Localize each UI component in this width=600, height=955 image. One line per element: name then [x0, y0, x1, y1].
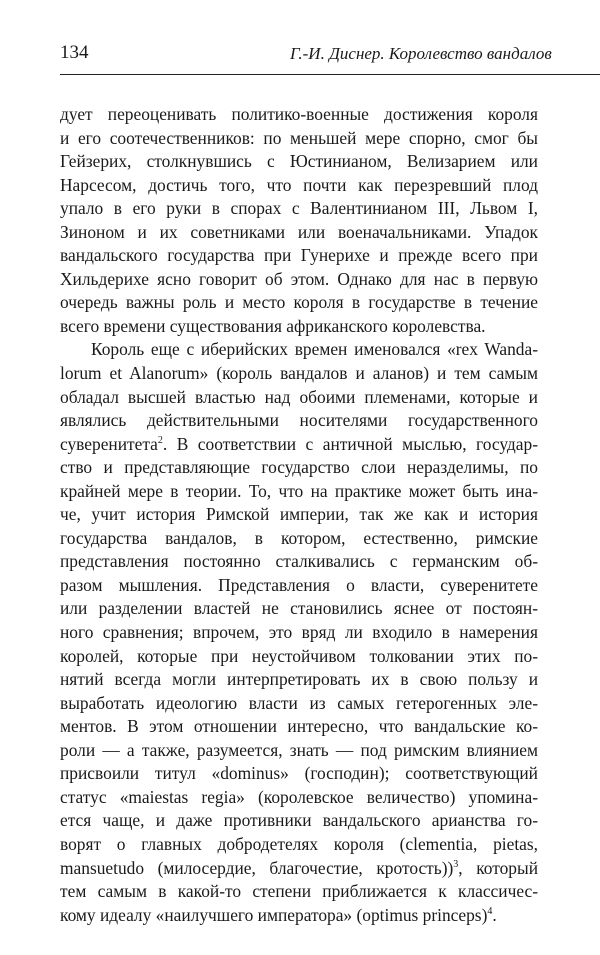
text-line: ментов. В этом отношении интересно, что вандальские ко-	[60, 716, 538, 737]
text-line: обладал высшей властью над обоими племенами, которые и	[60, 386, 538, 407]
footnote-ref[interactable]: 3	[453, 858, 459, 870]
text-line: разом мышления. Представления о власти, суверенитете	[60, 574, 538, 595]
text-line: дует переоценивать политико-военные достижения короля	[60, 104, 538, 124]
text-line: королей, которые при неустойчивом толковании этих по-	[60, 645, 538, 666]
text-line: ного сравнения; впрочем, это вряд ли входило в намерения	[60, 622, 538, 643]
text-line: тем самым в какой-то степени приближается к классичес-	[60, 881, 538, 902]
text-line: Гейзерих, столкнувшись с Юстинианом, Велизарием или	[60, 151, 538, 172]
text-line: представления постоянно сталкивались с германским об-	[60, 551, 538, 572]
line-part: , который	[458, 857, 538, 878]
text-line: lorum et Alanorum» (король вандалов и аланов) и тем самым	[60, 363, 538, 384]
text-line: вандальского государства при Гунерихе и прежде всего при	[60, 245, 538, 266]
text-line: Хильдерихе ясно говорит об этом. Однако для нас в первую	[60, 268, 538, 289]
text-line	[60, 433, 538, 457]
text-line: и его соотечественников: по меньшей мере спорно, смог бы	[60, 127, 538, 148]
text-line: Зиноном и их советниками или военачальниками. Упадок	[60, 221, 538, 242]
line-part: . В соответствии с античной мыслью, государ-	[162, 433, 538, 454]
text-line: очередь важны роль и место короля в государстве в течение	[60, 292, 538, 313]
text-line: являлись действительными носителями государственного	[60, 410, 538, 431]
page-header	[60, 40, 600, 70]
line-part: .	[492, 904, 497, 925]
text-line	[60, 904, 538, 928]
text-line: присвоили титул «dominus» (господин); соответствующий	[60, 763, 538, 784]
footnote-ref[interactable]: 4	[487, 905, 493, 917]
text-line	[60, 857, 538, 881]
text-line: государства вандалов, в котором, естественно, римские	[60, 527, 538, 548]
text-line: че, учит история Римской империи, так же как и история	[60, 504, 538, 525]
line-part: суверенитета	[60, 433, 158, 454]
text-line: ется чаще, и даже противники вандальского арианства го-	[60, 810, 538, 831]
text-line: всего времени существования африканского королевства.	[60, 315, 486, 336]
text-line: Король еще с иберийских времен именовался «rex Wanda-	[91, 339, 538, 360]
text-line: статус «maiestas regia» (королевское величество) упомина-	[60, 786, 538, 807]
text-line: Нарсесом, достичь того, что почти как перезревший плод	[60, 174, 538, 195]
text-line: нятий всегда могли интерпретировать их в свою пользу и	[60, 669, 538, 690]
text-line: ство и представляющие государство слои неразделимы, по	[60, 457, 538, 478]
running-title: Г.-И. Диснер. Королевство вандалов	[290, 44, 552, 63]
page-number: 134	[60, 42, 89, 63]
text-line: выработать идеологию власти из самых гетерогенных эле-	[60, 692, 538, 713]
text-line: ворят о главных добродетелях короля (clementia, pietas,	[60, 833, 538, 854]
text-line: роли — а также, разумеется, знать — под римским влиянием	[60, 739, 538, 760]
body-text	[60, 103, 538, 927]
text-line: упало в его руки в спорах с Валентинианом III, Львом I,	[60, 198, 538, 219]
header-rule	[60, 74, 600, 75]
line-part: кому идеалу «наилучшего императора» (optimus princeps)	[60, 904, 488, 925]
line-part: mansuetudo (милосердие, благочестие, кротость))	[60, 857, 454, 878]
footnote-ref[interactable]: 2	[157, 434, 163, 446]
text-line: или разделении властей не становились яснее от постоян-	[60, 598, 538, 619]
text-line: крайней мере в теории. То, что на практике может быть ина-	[60, 480, 538, 501]
